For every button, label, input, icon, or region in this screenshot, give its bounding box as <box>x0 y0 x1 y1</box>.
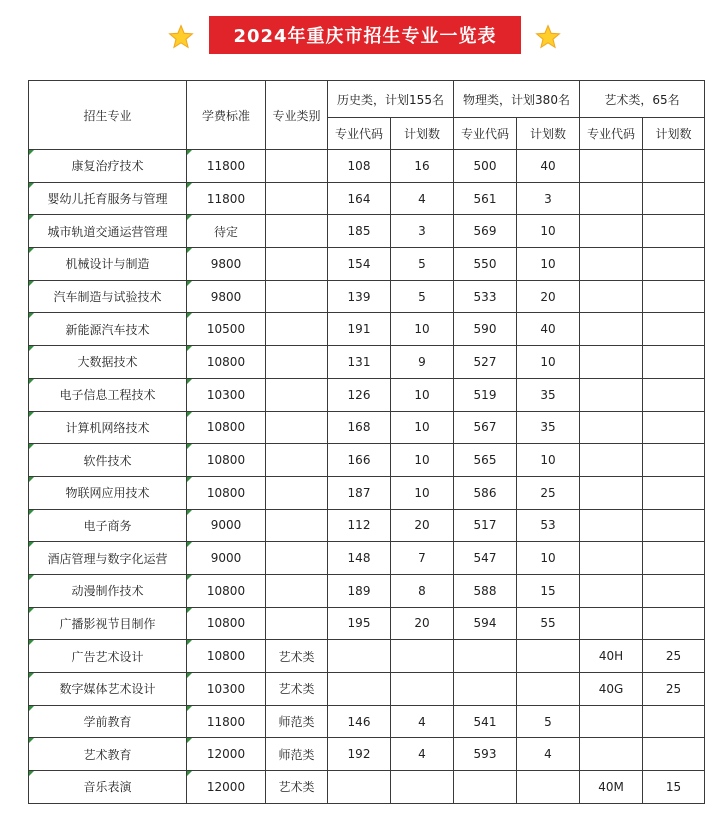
history-plan: 16 <box>391 150 454 183</box>
physics-plan: 20 <box>517 280 580 313</box>
history-plan: 10 <box>391 313 454 346</box>
art-plan <box>643 444 705 477</box>
table-row <box>29 182 705 215</box>
physics-code: 594 <box>454 607 517 640</box>
major-category <box>266 378 328 411</box>
major-category <box>266 574 328 607</box>
art-plan <box>643 346 705 379</box>
physics-plan: 10 <box>517 444 580 477</box>
history-plan <box>391 673 454 706</box>
physics-code <box>454 771 517 804</box>
history-plan: 4 <box>391 705 454 738</box>
history-code: 185 <box>328 215 391 248</box>
tuition-fee: 10800 <box>187 444 266 477</box>
art-plan <box>643 738 705 771</box>
major-name: 艺术教育 <box>29 738 187 771</box>
art-code: 40G <box>580 673 643 706</box>
history-plan: 10 <box>391 411 454 444</box>
history-plan: 4 <box>391 182 454 215</box>
tuition-fee: 11800 <box>187 150 266 183</box>
major-name: 广播影视节目制作 <box>29 607 187 640</box>
physics-plan: 35 <box>517 411 580 444</box>
header-physics-code: 专业代码 <box>454 118 517 150</box>
history-code: 191 <box>328 313 391 346</box>
physics-plan: 40 <box>517 150 580 183</box>
header-history-group: 历史类，计划155名 <box>328 81 454 118</box>
major-category <box>266 313 328 346</box>
tuition-fee: 9800 <box>187 280 266 313</box>
physics-code: 561 <box>454 182 517 215</box>
physics-code: 500 <box>454 150 517 183</box>
major-name: 软件技术 <box>29 444 187 477</box>
physics-plan: 35 <box>517 378 580 411</box>
header-history-code: 专业代码 <box>328 118 391 150</box>
art-plan <box>643 574 705 607</box>
art-code <box>580 313 643 346</box>
table-row <box>29 542 705 575</box>
history-plan: 20 <box>391 509 454 542</box>
physics-code: 527 <box>454 346 517 379</box>
major-name: 电子信息工程技术 <box>29 378 187 411</box>
major-name: 城市轨道交通运营管理 <box>29 215 187 248</box>
major-category: 师范类 <box>266 705 328 738</box>
art-plan <box>643 313 705 346</box>
tuition-fee: 10800 <box>187 476 266 509</box>
table-row <box>29 738 705 771</box>
tuition-fee: 12000 <box>187 771 266 804</box>
art-code <box>580 411 643 444</box>
history-code: 168 <box>328 411 391 444</box>
history-code: 192 <box>328 738 391 771</box>
art-code <box>580 574 643 607</box>
table-row <box>29 705 705 738</box>
art-plan: 25 <box>643 673 705 706</box>
physics-plan: 10 <box>517 346 580 379</box>
art-plan <box>643 509 705 542</box>
physics-code: 550 <box>454 248 517 281</box>
major-category <box>266 411 328 444</box>
table-row <box>29 150 705 183</box>
table-row <box>29 346 705 379</box>
art-code <box>580 542 643 575</box>
major-category <box>266 542 328 575</box>
physics-plan <box>517 640 580 673</box>
major-name: 大数据技术 <box>29 346 187 379</box>
physics-plan <box>517 673 580 706</box>
major-category <box>266 280 328 313</box>
header-physics-plan: 计划数 <box>517 118 580 150</box>
header-art-plan: 计划数 <box>643 118 705 150</box>
art-plan <box>643 150 705 183</box>
table-row <box>29 280 705 313</box>
physics-code <box>454 673 517 706</box>
major-name: 广告艺术设计 <box>29 640 187 673</box>
star-icon <box>535 24 561 50</box>
major-name: 学前教育 <box>29 705 187 738</box>
physics-plan: 40 <box>517 313 580 346</box>
page-header <box>0 0 720 70</box>
physics-plan: 15 <box>517 574 580 607</box>
history-code: 131 <box>328 346 391 379</box>
tuition-fee: 10800 <box>187 411 266 444</box>
art-code <box>580 346 643 379</box>
physics-code: 533 <box>454 280 517 313</box>
header-history-plan: 计划数 <box>391 118 454 150</box>
table-row <box>29 378 705 411</box>
history-code: 139 <box>328 280 391 313</box>
history-plan: 10 <box>391 378 454 411</box>
art-plan <box>643 542 705 575</box>
physics-code: 593 <box>454 738 517 771</box>
art-code <box>580 509 643 542</box>
tuition-fee: 9000 <box>187 509 266 542</box>
art-plan <box>643 607 705 640</box>
physics-plan <box>517 771 580 804</box>
art-plan <box>643 182 705 215</box>
physics-code: 517 <box>454 509 517 542</box>
header-physics-group: 物理类，计划380名 <box>454 81 580 118</box>
major-name: 动漫制作技术 <box>29 574 187 607</box>
physics-code: 567 <box>454 411 517 444</box>
art-plan <box>643 248 705 281</box>
table-row <box>29 411 705 444</box>
physics-plan: 3 <box>517 182 580 215</box>
tuition-fee: 11800 <box>187 182 266 215</box>
major-category <box>266 248 328 281</box>
table-body <box>29 150 705 804</box>
history-plan: 9 <box>391 346 454 379</box>
star-icon <box>168 24 194 50</box>
table-row <box>29 640 705 673</box>
major-name: 酒店管理与数字化运营 <box>29 542 187 575</box>
art-plan <box>643 705 705 738</box>
history-code: 112 <box>328 509 391 542</box>
history-code: 187 <box>328 476 391 509</box>
history-code: 189 <box>328 574 391 607</box>
physics-code <box>454 640 517 673</box>
art-code <box>580 378 643 411</box>
physics-plan: 4 <box>517 738 580 771</box>
art-code <box>580 738 643 771</box>
tuition-fee: 10800 <box>187 607 266 640</box>
major-category: 艺术类 <box>266 640 328 673</box>
art-plan <box>643 215 705 248</box>
art-code: 40H <box>580 640 643 673</box>
physics-plan: 5 <box>517 705 580 738</box>
major-name: 电子商务 <box>29 509 187 542</box>
major-category <box>266 509 328 542</box>
header-major: 招生专业 <box>29 81 187 150</box>
table-row <box>29 444 705 477</box>
history-code <box>328 771 391 804</box>
table-row <box>29 215 705 248</box>
art-code <box>580 476 643 509</box>
major-category: 艺术类 <box>266 771 328 804</box>
physics-plan: 10 <box>517 542 580 575</box>
header-art-code: 专业代码 <box>580 118 643 150</box>
art-code <box>580 705 643 738</box>
major-name: 机械设计与制造 <box>29 248 187 281</box>
history-plan: 4 <box>391 738 454 771</box>
physics-plan: 25 <box>517 476 580 509</box>
physics-plan: 53 <box>517 509 580 542</box>
table-row <box>29 313 705 346</box>
tuition-fee: 10300 <box>187 673 266 706</box>
physics-code: 569 <box>454 215 517 248</box>
major-category <box>266 182 328 215</box>
history-plan: 10 <box>391 444 454 477</box>
history-plan: 20 <box>391 607 454 640</box>
art-code <box>580 182 643 215</box>
major-name: 物联网应用技术 <box>29 476 187 509</box>
physics-code: 547 <box>454 542 517 575</box>
major-name: 计算机网络技术 <box>29 411 187 444</box>
tuition-fee: 10500 <box>187 313 266 346</box>
header-category: 专业类别 <box>266 81 328 150</box>
major-category <box>266 215 328 248</box>
art-plan <box>643 411 705 444</box>
header-art-group: 艺术类，65名 <box>580 81 705 118</box>
major-name: 康复治疗技术 <box>29 150 187 183</box>
tuition-fee: 10300 <box>187 378 266 411</box>
physics-code: 519 <box>454 378 517 411</box>
history-plan: 7 <box>391 542 454 575</box>
tuition-fee: 10800 <box>187 640 266 673</box>
history-plan: 3 <box>391 215 454 248</box>
history-code: 108 <box>328 150 391 183</box>
physics-plan: 10 <box>517 248 580 281</box>
table-row <box>29 476 705 509</box>
table-row <box>29 574 705 607</box>
art-plan <box>643 378 705 411</box>
tuition-fee: 12000 <box>187 738 266 771</box>
major-name: 音乐表演 <box>29 771 187 804</box>
table-row <box>29 673 705 706</box>
art-code <box>580 607 643 640</box>
history-plan <box>391 771 454 804</box>
art-code: 40M <box>580 771 643 804</box>
history-code <box>328 640 391 673</box>
tuition-fee: 9800 <box>187 248 266 281</box>
header-fee: 学费标准 <box>187 81 266 150</box>
page-title: 2024年重庆市招生专业一览表 <box>209 16 521 54</box>
history-plan: 10 <box>391 476 454 509</box>
tuition-fee: 10800 <box>187 346 266 379</box>
history-plan: 5 <box>391 248 454 281</box>
history-plan <box>391 640 454 673</box>
physics-code: 541 <box>454 705 517 738</box>
art-code <box>580 248 643 281</box>
major-category: 师范类 <box>266 738 328 771</box>
history-plan: 8 <box>391 574 454 607</box>
tuition-fee: 10800 <box>187 574 266 607</box>
major-name: 婴幼儿托育服务与管理 <box>29 182 187 215</box>
major-category <box>266 346 328 379</box>
art-code <box>580 444 643 477</box>
table-row <box>29 248 705 281</box>
history-code: 195 <box>328 607 391 640</box>
art-plan: 15 <box>643 771 705 804</box>
physics-plan: 10 <box>517 215 580 248</box>
major-category <box>266 476 328 509</box>
table-row <box>29 509 705 542</box>
enrollment-table <box>28 80 705 804</box>
major-category <box>266 150 328 183</box>
major-name: 数字媒体艺术设计 <box>29 673 187 706</box>
art-plan <box>643 280 705 313</box>
tuition-fee: 待定 <box>187 215 266 248</box>
history-code: 164 <box>328 182 391 215</box>
tuition-fee: 11800 <box>187 705 266 738</box>
history-code: 154 <box>328 248 391 281</box>
physics-code: 590 <box>454 313 517 346</box>
art-code <box>580 280 643 313</box>
art-plan <box>643 476 705 509</box>
physics-plan: 55 <box>517 607 580 640</box>
physics-code: 588 <box>454 574 517 607</box>
major-category <box>266 607 328 640</box>
table-row <box>29 771 705 804</box>
history-plan: 5 <box>391 280 454 313</box>
art-code <box>580 150 643 183</box>
history-code: 148 <box>328 542 391 575</box>
major-category: 艺术类 <box>266 673 328 706</box>
history-code: 146 <box>328 705 391 738</box>
history-code: 166 <box>328 444 391 477</box>
art-code <box>580 215 643 248</box>
physics-code: 565 <box>454 444 517 477</box>
physics-code: 586 <box>454 476 517 509</box>
major-name: 新能源汽车技术 <box>29 313 187 346</box>
history-code: 126 <box>328 378 391 411</box>
art-plan: 25 <box>643 640 705 673</box>
table-row <box>29 607 705 640</box>
tuition-fee: 9000 <box>187 542 266 575</box>
major-name: 汽车制造与试验技术 <box>29 280 187 313</box>
history-code <box>328 673 391 706</box>
major-category <box>266 444 328 477</box>
